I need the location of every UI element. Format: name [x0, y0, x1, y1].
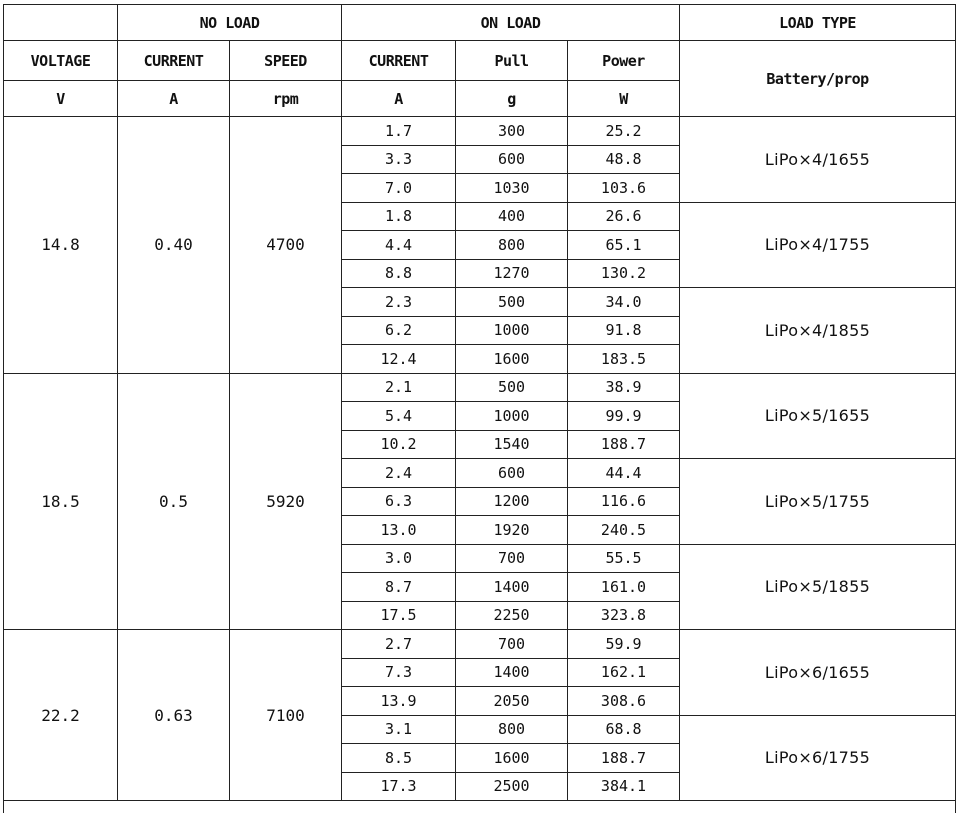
load-current-cell: 7.3 — [342, 658, 456, 687]
load-current-cell: 8.8 — [342, 259, 456, 288]
speed-cell: 4700 — [230, 117, 342, 374]
load-current-cell: 6.3 — [342, 487, 456, 516]
load-current-cell: 2.4 — [342, 459, 456, 488]
load-type-cell: LiPo×5/1855 — [680, 544, 956, 630]
load-type-cell: LiPo×6/1755 — [680, 715, 956, 801]
no-load-current-header: CURRENT — [118, 41, 230, 81]
unit-power: W — [568, 81, 680, 117]
no-load-current-cell: 0.5 — [118, 373, 230, 630]
load-current-cell: 8.5 — [342, 744, 456, 773]
pull-cell: 1030 — [456, 174, 568, 203]
pull-cell: 700 — [456, 544, 568, 573]
motor-spec-table — [3, 4, 956, 813]
pull-cell: 300 — [456, 117, 568, 146]
on-load-header: ON LOAD — [342, 5, 680, 41]
power-cell: 130.2 — [568, 259, 680, 288]
pull-cell: 1270 — [456, 259, 568, 288]
voltage-cell: 18.5 — [4, 373, 118, 630]
pull-cell: 1400 — [456, 573, 568, 602]
power-cell: 59.9 — [568, 630, 680, 659]
unit-load-current: A — [342, 81, 456, 117]
table-body — [4, 117, 956, 801]
power-cell: 162.1 — [568, 658, 680, 687]
speed-header: SPEED — [230, 41, 342, 81]
power-cell: 68.8 — [568, 715, 680, 744]
power-header: Power — [568, 41, 680, 81]
battery-prop-header: Battery/prop — [680, 41, 956, 117]
load-current-cell: 6.2 — [342, 316, 456, 345]
pull-cell: 700 — [456, 630, 568, 659]
load-type-cell: LiPo×5/1755 — [680, 459, 956, 545]
voltage-cell: 14.8 — [4, 117, 118, 374]
pull-cell: 500 — [456, 288, 568, 317]
power-cell: 161.0 — [568, 573, 680, 602]
power-cell: 26.6 — [568, 202, 680, 231]
pull-cell: 1600 — [456, 744, 568, 773]
load-type-cell: LiPo×4/1855 — [680, 288, 956, 374]
load-current-cell: 13.9 — [342, 687, 456, 716]
power-cell: 308.6 — [568, 687, 680, 716]
load-current-cell: 7.0 — [342, 174, 456, 203]
pull-cell: 1200 — [456, 487, 568, 516]
power-cell: 48.8 — [568, 145, 680, 174]
power-cell: 55.5 — [568, 544, 680, 573]
unit-voltage: V — [4, 81, 118, 117]
unit-pull: g — [456, 81, 568, 117]
on-load-current-header: CURRENT — [342, 41, 456, 81]
power-cell: 99.9 — [568, 402, 680, 431]
load-current-cell: 17.3 — [342, 772, 456, 801]
no-load-current-cell: 0.63 — [118, 630, 230, 801]
load-type-cell: LiPo×6/1655 — [680, 630, 956, 716]
load-current-cell: 17.5 — [342, 601, 456, 630]
power-cell: 116.6 — [568, 487, 680, 516]
table-row — [4, 630, 956, 659]
pull-cell: 1600 — [456, 345, 568, 374]
power-cell: 323.8 — [568, 601, 680, 630]
speed-cell: 7100 — [230, 630, 342, 801]
pull-cell: 1000 — [456, 316, 568, 345]
power-cell: 188.7 — [568, 744, 680, 773]
no-load-current-cell: 0.40 — [118, 117, 230, 374]
pull-cell: 2250 — [456, 601, 568, 630]
unit-speed: rpm — [230, 81, 342, 117]
load-current-cell: 1.8 — [342, 202, 456, 231]
power-cell: 103.6 — [568, 174, 680, 203]
pull-cell: 500 — [456, 373, 568, 402]
pull-cell: 2500 — [456, 772, 568, 801]
power-cell: 91.8 — [568, 316, 680, 345]
load-type-header: LOAD TYPE — [680, 5, 956, 41]
pull-header: Pull — [456, 41, 568, 81]
no-load-header: NO LOAD — [118, 5, 342, 41]
power-cell: 65.1 — [568, 231, 680, 260]
load-current-cell: 3.0 — [342, 544, 456, 573]
pull-cell: 1920 — [456, 516, 568, 545]
load-type-cell: LiPo×4/1655 — [680, 117, 956, 203]
pull-cell: 1540 — [456, 430, 568, 459]
table-row — [4, 373, 956, 402]
load-current-cell: 8.7 — [342, 573, 456, 602]
load-type-cell: LiPo×5/1655 — [680, 373, 956, 459]
load-current-cell: 2.3 — [342, 288, 456, 317]
load-current-cell: 3.3 — [342, 145, 456, 174]
power-cell: 34.0 — [568, 288, 680, 317]
pull-cell: 600 — [456, 459, 568, 488]
pull-cell: 1400 — [456, 658, 568, 687]
load-current-cell: 5.4 — [342, 402, 456, 431]
voltage-cell: 22.2 — [4, 630, 118, 801]
pull-cell: 1000 — [456, 402, 568, 431]
power-cell: 240.5 — [568, 516, 680, 545]
pull-cell: 600 — [456, 145, 568, 174]
load-current-cell: 13.0 — [342, 516, 456, 545]
power-cell: 384.1 — [568, 772, 680, 801]
load-type-cell: LiPo×4/1755 — [680, 202, 956, 288]
load-current-cell: 4.4 — [342, 231, 456, 260]
power-cell: 38.9 — [568, 373, 680, 402]
load-current-cell: 2.7 — [342, 630, 456, 659]
voltage-header: VOLTAGE — [4, 41, 118, 81]
load-current-cell: 1.7 — [342, 117, 456, 146]
speed-cell: 5920 — [230, 373, 342, 630]
corner-cell — [4, 5, 118, 41]
load-current-cell: 3.1 — [342, 715, 456, 744]
power-cell: 25.2 — [568, 117, 680, 146]
power-cell: 183.5 — [568, 345, 680, 374]
load-current-cell: 10.2 — [342, 430, 456, 459]
pull-cell: 800 — [456, 231, 568, 260]
power-cell: 188.7 — [568, 430, 680, 459]
power-cell: 44.4 — [568, 459, 680, 488]
pull-cell: 800 — [456, 715, 568, 744]
pull-cell: 400 — [456, 202, 568, 231]
unit-current: A — [118, 81, 230, 117]
table-row — [4, 117, 956, 146]
load-current-cell: 12.4 — [342, 345, 456, 374]
load-current-cell: 2.1 — [342, 373, 456, 402]
pull-cell: 2050 — [456, 687, 568, 716]
footer-row — [4, 801, 956, 813]
